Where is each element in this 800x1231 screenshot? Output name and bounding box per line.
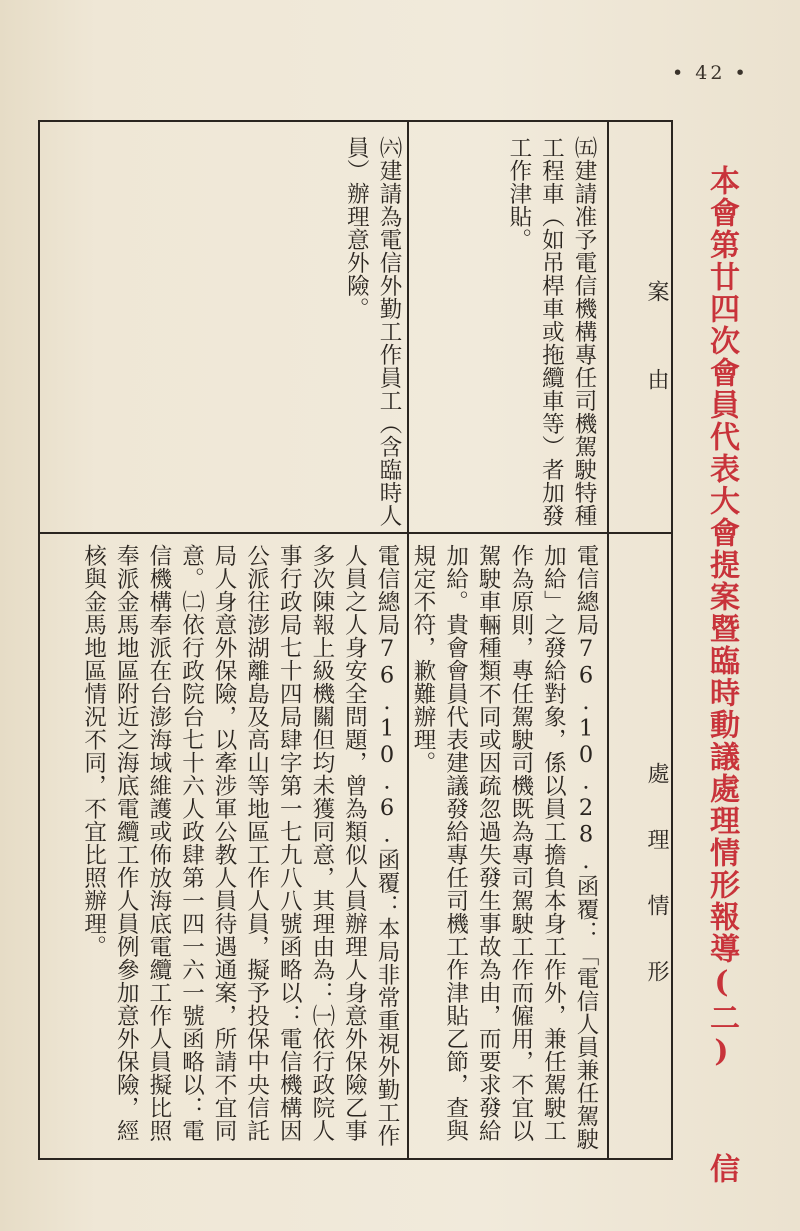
row-1-proposal-text: ㈤建請准予電信機構專任司機駕駛特種工程車（如吊桿車或拖纜車等）者加發工作津貼。 — [505, 136, 597, 527]
row-2-proposal — [325, 136, 405, 528]
report-title: 本會第廿四次會員代表大會提案暨臨時動議處理情形報導(二) — [704, 165, 739, 1071]
row-1-proposal — [460, 136, 600, 528]
report-signature: 信 — [704, 1153, 739, 1185]
section-divider — [40, 532, 671, 534]
header-proposal: 案 由 — [644, 280, 669, 390]
header-divider — [607, 122, 609, 1158]
header-handling: 處 理 情 形 — [644, 762, 669, 982]
report-title-column — [698, 165, 744, 1185]
row-2-handling — [48, 544, 403, 1154]
page-number: • 42 • — [672, 62, 749, 84]
row-1-handling-text: 電信總局76.10.28.函覆：「電信人員兼任駕駛加給」之發給對象，係以員工擔負本身工作外，兼任駕駛工作為原則，專任駕駛司機既為專司駕駛工作而僱用，不宜以駕駛車輛種類不同或因疏忽過失發生事故為由，而要求發給加給。貴會會員代表建議發給專任司機工作津貼乙節，查與規定不符，歉難辦理。 — [410, 544, 599, 1151]
row-2-proposal-text: ㈥建請為電信外勤工作員工（含臨時人員）辦理意外險。 — [343, 136, 402, 527]
row-2-handling-text: 電信總局76.10.6.函覆：本局非常重視外勤工作人員之人身安全問題，曾為類似人員辦理人身意外保險乙事多次陳報上級機關但均未獲同意，其理由為：㈠依行政院人事行政局七十四局肆字第一七九八八號函略以：電信機構因公派往澎湖離島及高山等地區工作人員，擬予投保中央信託局人身意外保險，以牽涉軍公教人員待遇通案，所請不宜同意。㈡依行政院台七十六人政肆第一四一六一號函略以：電信機構奉派在台澎海域維護或佈放海底電纜工作人員擬比照奉派金馬地區附近之海底電纜工作人員例參加意外保險，經核與金馬地區情況不同，不宜比照辦理。 — [80, 544, 400, 1147]
proposal-table — [38, 120, 673, 1160]
row-1-handling — [410, 544, 602, 1154]
